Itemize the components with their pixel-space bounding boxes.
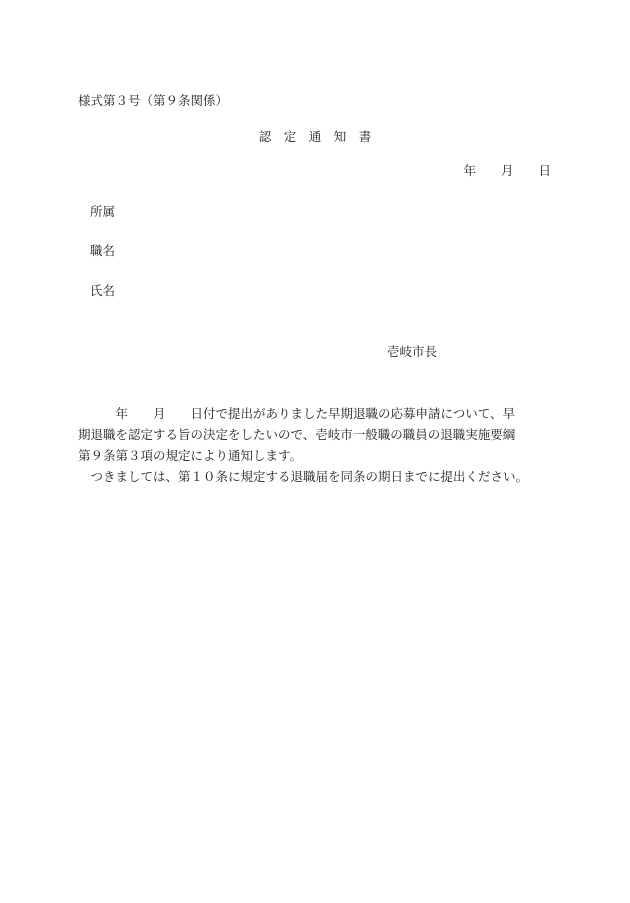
- field-name-label: 氏名: [90, 283, 116, 298]
- body-line: 年 月 日付で提出がありました早期退職の応募申請について、早: [78, 406, 516, 421]
- body-line: 第９条第３項の規定により通知します。: [78, 448, 303, 463]
- field-position-label: 職名: [90, 243, 116, 258]
- issuer-name: 壱岐市長: [387, 344, 438, 359]
- notice-body: [78, 403, 554, 487]
- body-line: 期退職を認定する旨の決定をしたいので、壱岐市一般職の職員の退職実施要綱: [78, 427, 516, 442]
- field-affiliation-label: 所属: [90, 204, 116, 219]
- date-line: 年 月 日: [463, 163, 551, 178]
- body-line: つきましては、第１０条に規定する退職届を同条の期日までに提出ください。: [78, 469, 529, 484]
- document-title: 認 定 通 知 書: [258, 129, 372, 144]
- form-number: 様式第３号（第９条関係）: [78, 93, 229, 108]
